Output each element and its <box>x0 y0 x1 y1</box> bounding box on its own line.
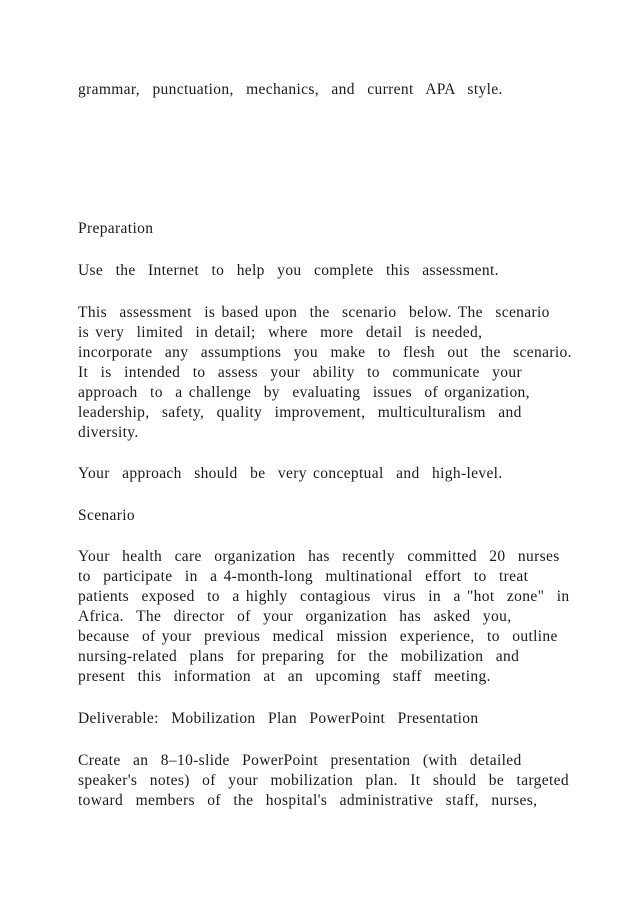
scenario-line-6: nursing-related plans for preparing for the mobilization and <box>78 648 520 665</box>
scenario-line-5: because of your previous medical mission experience, to outline <box>78 628 558 645</box>
deliverable-line-1: Create an 8–10-slide PowerPoint presentation (with detailed <box>78 752 522 769</box>
paragraph-line-4: It is intended to assess your ability to communicate your <box>78 364 522 381</box>
text-line-use-internet: Use the Internet to help you complete this assessment. <box>78 262 499 279</box>
scenario-line-2: to participate in a 4-month-long multinational effort to treat <box>78 568 529 585</box>
scenario-line-7: present this information at an upcoming staff meeting. <box>78 668 491 685</box>
text-line-approach: Your approach should be very conceptual and high-level. <box>78 465 503 482</box>
scenario-line-4: Africa. The director of your organization has asked you, <box>78 608 512 625</box>
heading-scenario: Scenario <box>78 507 136 524</box>
scenario-line-1: Your health care organization has recently committed 20 nurses <box>78 548 560 565</box>
heading-deliverable: Deliverable: Mobilization Plan PowerPoint Presentation <box>78 710 479 727</box>
text-line-grammar: grammar, punctuation, mechanics, and current APA style. <box>78 81 503 98</box>
paragraph-line-5: approach to a challenge by evaluating issues of organization, <box>78 384 530 401</box>
deliverable-line-2: speaker's notes) of your mobilization plan. It should be targeted <box>78 772 569 789</box>
paragraph-line-3: incorporate any assumptions you make to flesh out the scenario. <box>78 344 572 361</box>
heading-preparation: Preparation <box>78 220 154 237</box>
scenario-line-3: patients exposed to a highly contagious virus in a "hot zone" in <box>78 588 570 605</box>
paragraph-line-1: This assessment is based upon the scenario below. The scenario <box>78 304 550 321</box>
paragraph-line-6: leadership, safety, quality improvement, multiculturalism and <box>78 404 522 421</box>
deliverable-line-3: toward members of the hospital's administrative staff, nurses, <box>78 792 538 809</box>
paragraph-line-2: is very limited in detail; where more detail is needed, <box>78 324 483 341</box>
paragraph-line-7: diversity. <box>78 424 139 441</box>
